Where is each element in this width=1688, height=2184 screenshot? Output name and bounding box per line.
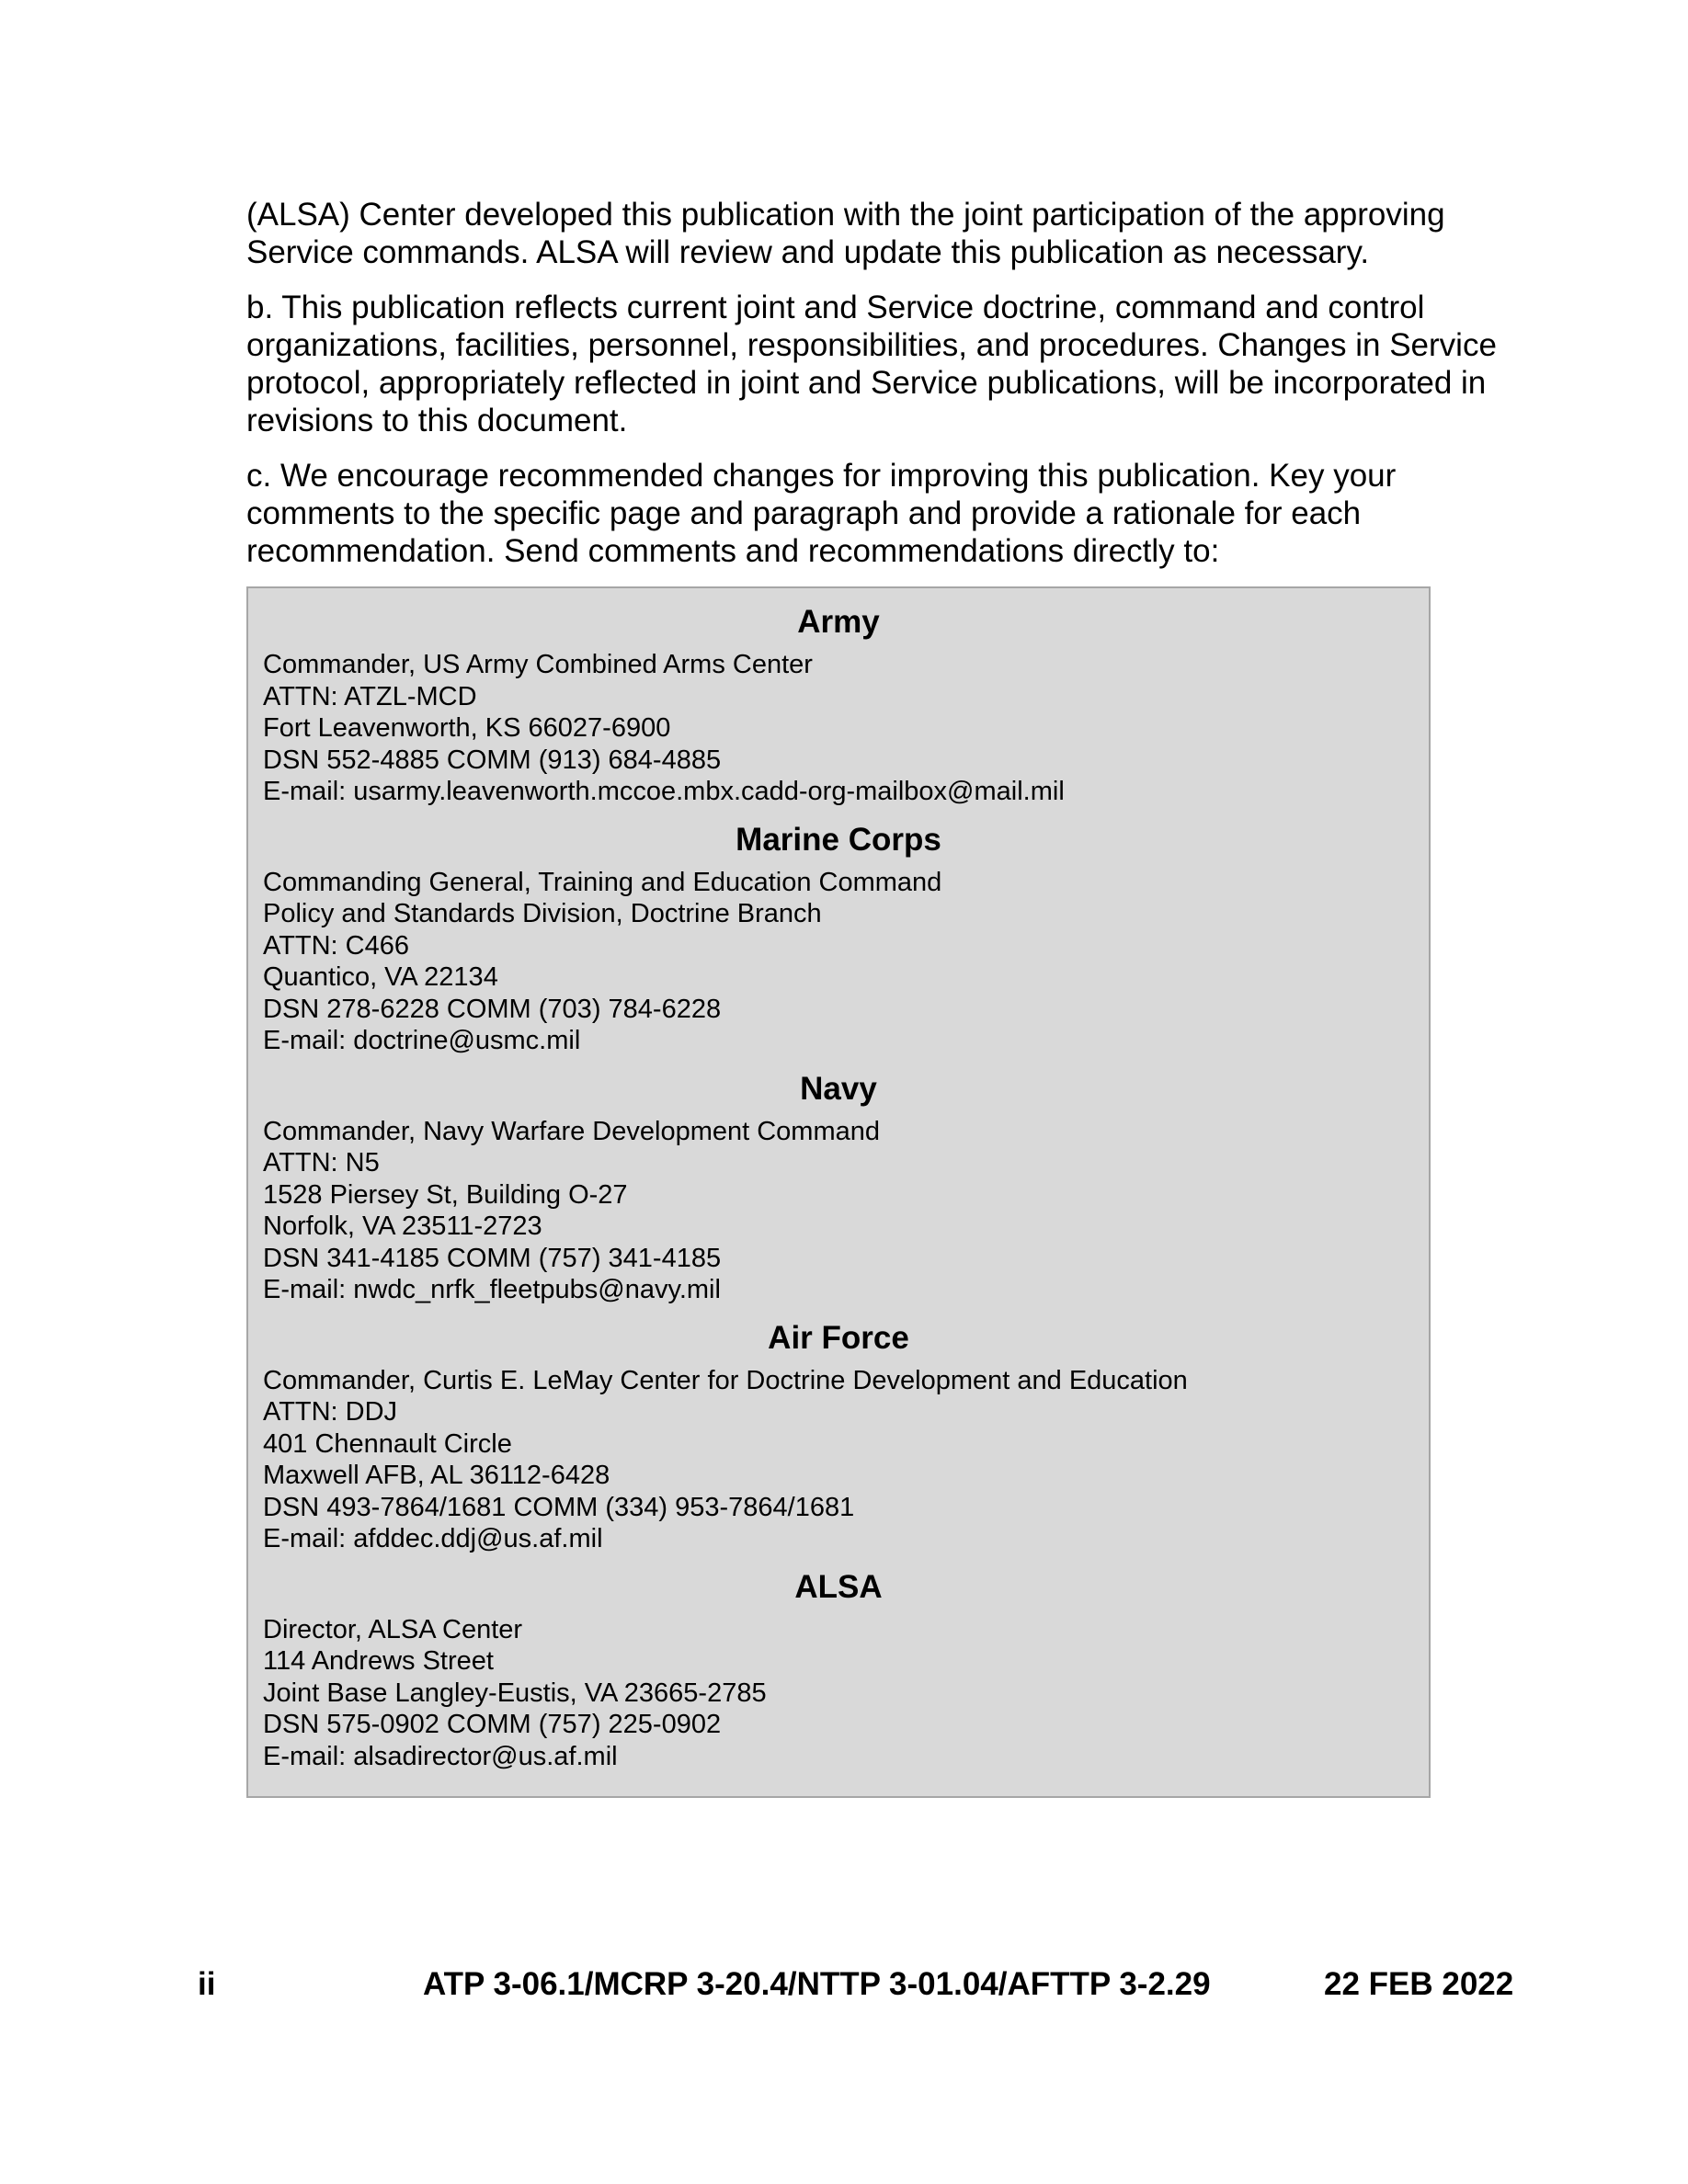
contact-line: E-mail: nwdc_nrfk_fleetpubs@navy.mil — [263, 1275, 721, 1304]
contact-section — [263, 603, 1414, 808]
contact-line: Commander, Curtis E. LeMay Center for Doctrine Development and Education — [263, 1365, 1188, 1395]
contact-line: Maxwell AFB, AL 36112-6428 — [263, 1461, 610, 1490]
contact-line: E-mail: usarmy.leavenworth.mccoe.mbx.cadd-org-mailbox@mail.mil — [263, 777, 1065, 806]
contact-section — [263, 1568, 1414, 1773]
contact-line: Commander, US Army Combined Arms Center — [263, 650, 813, 679]
contact-section — [263, 1319, 1414, 1555]
contact-section-title: Army — [797, 604, 880, 640]
contact-section-title: Air Force — [768, 1319, 909, 1356]
paragraph-b: b. This publication reflects current joint and Service doctrine, command and control organizations, facilities, personnel, responsibilities, and procedures. Changes in Service protocol, appropriately reflected in joint and Service publications, will be incorporated in revisions to this document. — [246, 290, 1497, 438]
paragraph-c: c. We encourage recommended changes for improving this publication. Key your comments to the specific page and paragraph and provide a rationale for each recommendation. Send comments and recommendations directly to: — [246, 458, 1397, 569]
contact-line: Policy and Standards Division, Doctrine Branch — [263, 899, 822, 928]
contact-line: Joint Base Langley-Eustis, VA 23665-2785 — [263, 1678, 767, 1708]
contact-line: DSN 575-0902 COMM (757) 225-0902 — [263, 1710, 722, 1739]
contact-address-box — [246, 586, 1431, 1798]
contact-line: 1528 Piersey St, Building O-27 — [263, 1179, 628, 1210]
contact-line: E-mail: alsadirector@us.af.mil — [263, 1741, 618, 1771]
contact-section — [263, 1070, 1414, 1306]
body-paragraphs — [246, 196, 1497, 587]
contact-line: Director, ALSA Center — [263, 1614, 523, 1644]
contact-line: ATTN: C466 — [263, 930, 410, 961]
contact-line: DSN 552-4885 COMM (913) 684-4885 — [263, 745, 722, 775]
contact-line: 114 Andrews Street — [263, 1646, 494, 1676]
contact-line: E-mail: doctrine@usmc.mil — [263, 1026, 581, 1055]
contact-line: Commander, Navy Warfare Development Command — [263, 1116, 881, 1146]
publication-date: 22 FEB 2022 — [1324, 1966, 1514, 2002]
contact-line: ATTN: ATZL-MCD — [263, 681, 477, 711]
contact-line: Commanding General, Training and Education Command — [263, 867, 942, 897]
page-footer — [0, 1964, 1688, 2005]
contact-section — [263, 821, 1414, 1057]
contact-line: ATTN: N5 — [263, 1148, 380, 1177]
publication-number: ATP 3-06.1/MCRP 3-20.4/NTTP 3-01.04/AFTTP 3-2.29 — [423, 1966, 1211, 2002]
paragraph-a-continuation: (ALSA) Center developed this publication with the joint participation of the approving Service commands. ALSA will review and update this publication as necessary. — [246, 197, 1445, 270]
contact-section-title: Marine Corps — [736, 821, 941, 858]
contact-line: DSN 341-4185 COMM (757) 341-4185 — [263, 1243, 722, 1273]
contact-line: E-mail: afddec.ddj@us.af.mil — [263, 1524, 603, 1553]
contact-section-title: ALSA — [794, 1568, 883, 1605]
contact-line: Quantico, VA 22134 — [263, 962, 498, 992]
contact-section-title: Navy — [800, 1070, 877, 1107]
contact-line: 401 Chennault Circle — [263, 1428, 512, 1459]
page-number: ii — [198, 1966, 216, 2002]
contact-line: Fort Leavenworth, KS 66027-6900 — [263, 713, 671, 743]
contact-line: DSN 493-7864/1681 COMM (334) 953-7864/1681 — [263, 1492, 855, 1522]
contact-line: DSN 278-6228 COMM (703) 784-6228 — [263, 994, 722, 1024]
contact-line: Norfolk, VA 23511-2723 — [263, 1211, 542, 1241]
contact-line: ATTN: DDJ — [263, 1397, 398, 1427]
